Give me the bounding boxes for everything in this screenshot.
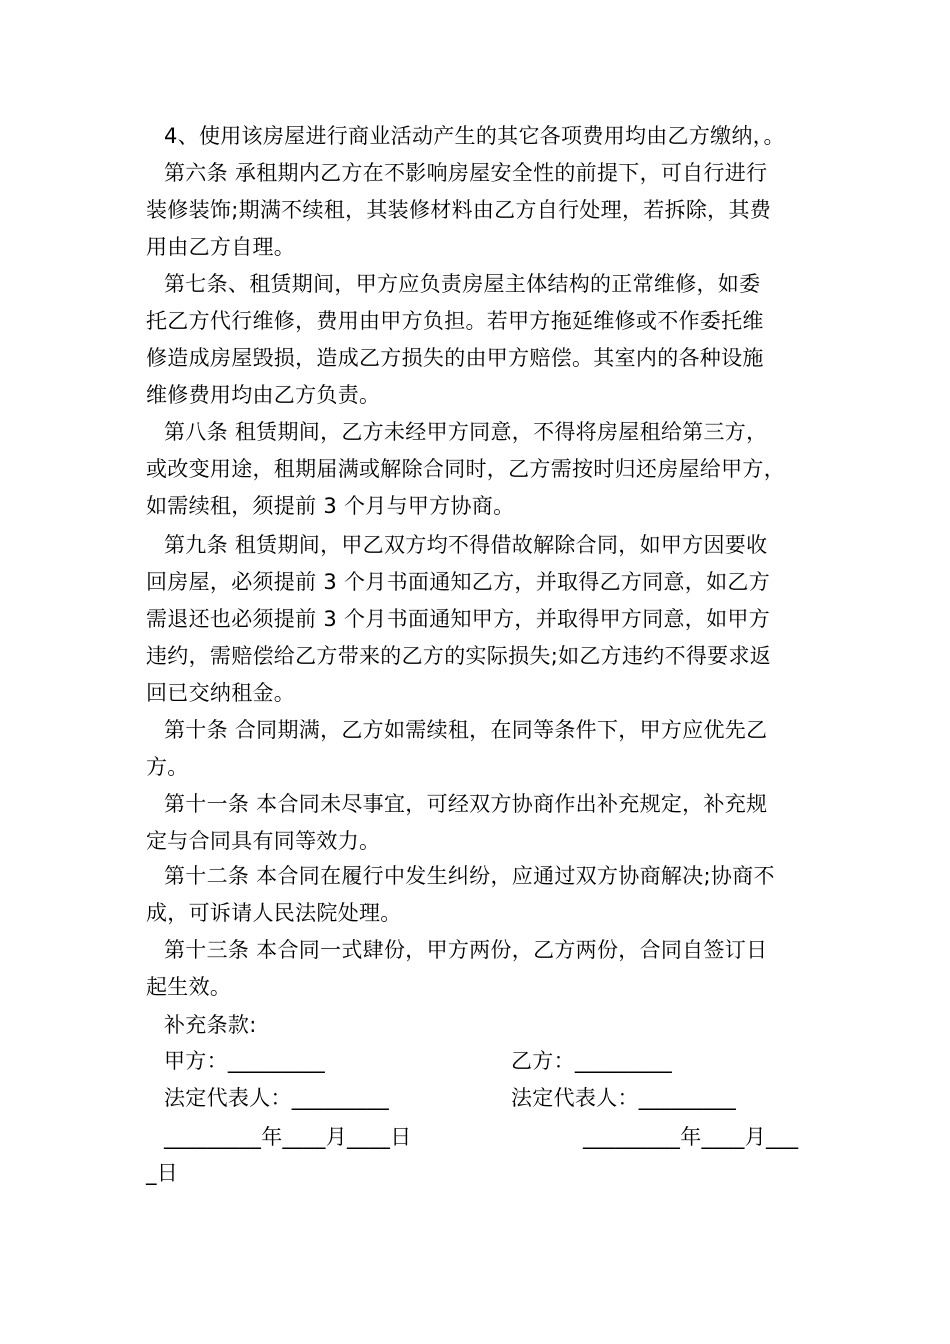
clause-text-line: 4、使用该房屋进行商业活动产生的其它各项费用均由乙方缴纳，。 (164, 124, 785, 148)
clause-text-line: 定与合同具有同等效力。 (146, 829, 381, 853)
clause-text-line: 维修费用均由乙方负责。 (146, 383, 381, 407)
clause-text-line: 修造成房屋毁损，造成乙方损失的由甲方赔偿。其室内的各种设施 (146, 346, 764, 370)
party-a-representative-line: 法定代表人：_________ (164, 1086, 389, 1110)
party-b-representative-line: 法定代表人：_________ (511, 1086, 736, 1110)
clause-text-line: 第十二条 本合同在履行中发生纠纷，应通过双方协商解决;协商不 (164, 864, 775, 888)
party-a-date-line: _________年____月____日 (164, 1125, 412, 1149)
clause-text-line: 回已交纳租金。 (146, 681, 296, 705)
clause-text-line: 第七条、租赁期间，甲方应负责房屋主体结构的正常维修，如委 (164, 272, 761, 296)
clause-text-line: 装修装饰;期满不续租，其装修材料由乙方自行处理，若拆除，其费 (146, 198, 772, 222)
clause-text-line: 起生效。 (146, 975, 232, 999)
clause-text-line: 第十条 合同期满，乙方如需续租，在同等条件下，甲方应优先乙 (164, 718, 768, 742)
clause-text-line: 回房屋，必须提前 3 个月书面通知乙方，并取得乙方同意，如乙方 (146, 570, 771, 594)
clause-text-line: 第十一条 本合同未尽事宜，可经双方协商作出补充规定，补充规 (164, 792, 768, 816)
clause-text-line: 第六条 承租期内乙方在不影响房屋安全性的前提下，可自行进行 (164, 161, 768, 185)
clause-text-line: 第十三条 本合同一式肆份，甲方两份，乙方两份，合同自签订日 (164, 938, 768, 962)
clause-text-line: 违约，需赔偿给乙方带来的乙方的实际损失;如乙方违约不得要求返 (146, 644, 772, 668)
clause-text-line: 或改变用途，租期届满或解除合同时，乙方需按时归还房屋给甲方， (146, 457, 785, 481)
clause-text-line: 如需续租，须提前 3 个月与甲方协商。 (146, 494, 515, 518)
clause-text-line: 第九条 租赁期间，甲乙双方均不得借故解除合同，如甲方因要收 (164, 533, 768, 557)
clause-text-line: 用由乙方自理。 (146, 235, 296, 259)
clause-text-line: 成，可诉请人民法院处理。 (146, 901, 402, 925)
party-b-date-line-wrap: _日 (146, 1161, 179, 1185)
supplement-label: 补充条款: (164, 1013, 257, 1037)
clause-text-line: 方。 (146, 755, 189, 779)
party-b-date-line: _________年____月___ (583, 1125, 799, 1149)
clause-text-line: 第八条 租赁期间，乙方未经甲方同意，不得将房屋租给第三方， (164, 420, 768, 444)
clause-text-line: 需退还也必须提前 3 个月书面通知甲方，并取得甲方同意，如甲方 (146, 607, 771, 631)
party-a-signature-line: 甲方：_________ (164, 1049, 326, 1073)
party-b-signature-line: 乙方：_________ (511, 1049, 673, 1073)
clause-text-line: 托乙方代行维修，费用由甲方负担。若甲方拖延维修或不作委托维 (146, 309, 764, 333)
